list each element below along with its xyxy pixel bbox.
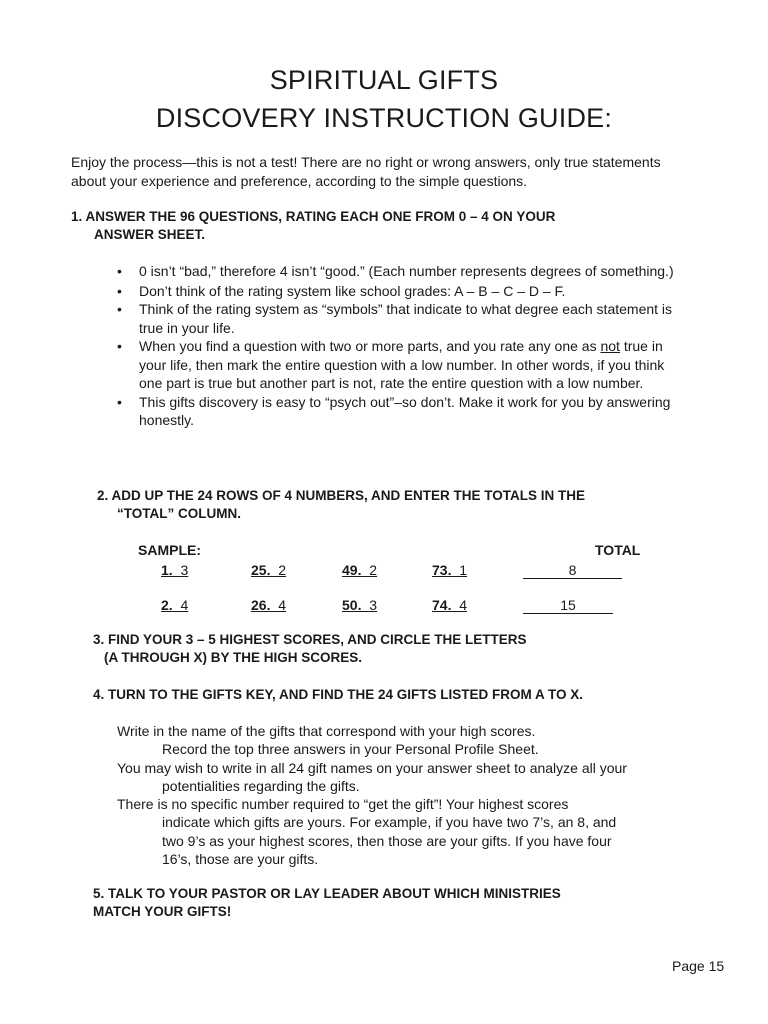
step4-heading: 4. TURN TO THE GIFTS KEY, AND FIND THE 24 GIFTS LISTED FROM A TO X. bbox=[93, 687, 584, 702]
list-item-text: This gifts discovery is easy to “psych out”–so don’t. Make it work for you by answering honestly. bbox=[139, 393, 671, 428]
bullet-icon: • bbox=[117, 301, 122, 317]
step3-heading bbox=[93, 631, 527, 667]
step4-line: Record the top three answers in your Personal Profile Sheet. bbox=[162, 741, 539, 758]
sample-cell bbox=[342, 561, 377, 579]
list-item-text bbox=[139, 338, 664, 391]
list-item bbox=[117, 262, 687, 281]
rating-value: 4 bbox=[278, 597, 287, 613]
sample-cell bbox=[342, 596, 377, 614]
sample-cell bbox=[432, 596, 467, 614]
rating-value: 4 bbox=[180, 597, 189, 613]
rating-value: 2 bbox=[278, 562, 287, 578]
sample-cell bbox=[432, 561, 467, 579]
step4-line: There is no specific number required to “get the gift”! Your highest scores bbox=[117, 796, 569, 813]
list-item bbox=[117, 300, 687, 337]
step1-heading bbox=[71, 208, 555, 244]
bullet-icon: • bbox=[117, 393, 122, 410]
question-number: 25. bbox=[251, 562, 271, 578]
rating-value: 1 bbox=[459, 562, 468, 578]
list-item-text-part: true in your life, then mark the entire question with a low number. In other words, if you think one part is true but another part is not, rate the entire question with a low number. bbox=[139, 338, 665, 391]
step3-heading-line2: (A THROUGH X) BY THE HIGH SCORES. bbox=[104, 650, 363, 665]
sample-total: 15 bbox=[523, 597, 613, 614]
rating-value: 3 bbox=[180, 562, 189, 578]
total-column-label: TOTAL bbox=[595, 542, 641, 558]
rating-value: 3 bbox=[369, 597, 378, 613]
step2-heading-line1: 2. ADD UP THE 24 ROWS OF 4 NUMBERS, AND ENTER THE TOTALS IN THE bbox=[97, 488, 586, 503]
step1-heading-line2: ANSWER SHEET. bbox=[94, 227, 206, 242]
question-number: 73. bbox=[432, 562, 452, 578]
question-number: 49. bbox=[342, 562, 362, 578]
step4-line: potentialities regarding the gifts. bbox=[162, 777, 360, 794]
rating-value: 2 bbox=[369, 562, 378, 578]
list-item bbox=[117, 337, 687, 393]
list-item-text: Think of the rating system as “symbols” that indicate to what degree each statement is true in your life. bbox=[139, 301, 673, 336]
bullet-icon: • bbox=[117, 338, 122, 354]
step5-heading bbox=[93, 885, 561, 921]
bullet-icon: • bbox=[117, 282, 122, 299]
list-item-text: Don’t think of the rating system like school grades: A – B – C – D – F. bbox=[139, 282, 566, 299]
bullet-icon: • bbox=[117, 263, 122, 279]
page-title-line2: DISCOVERY INSTRUCTION GUIDE: bbox=[155, 103, 613, 133]
sample-cell bbox=[251, 596, 286, 614]
list-item bbox=[117, 393, 687, 430]
page-title-line1: SPIRITUAL GIFTS bbox=[269, 65, 499, 95]
step5-heading-line1: 5. TALK TO YOUR PASTOR OR LAY LEADER ABOUT WHICH MINISTRIES bbox=[93, 886, 561, 901]
rating-guidelines-list bbox=[117, 262, 687, 430]
step2-heading bbox=[97, 487, 585, 523]
question-number: 74. bbox=[432, 597, 452, 613]
list-item-text-part: When you find a question with two or more parts, and you rate any one as bbox=[139, 338, 601, 354]
question-number: 1. bbox=[161, 562, 173, 578]
sample-cell bbox=[161, 561, 188, 579]
step1-heading-line1: 1. ANSWER THE 96 QUESTIONS, RATING EACH ONE FROM 0 – 4 ON YOUR bbox=[71, 209, 556, 224]
question-number: 2. bbox=[161, 597, 173, 613]
step3-heading-line1: 3. FIND YOUR 3 – 5 HIGHEST SCORES, AND CIRCLE THE LETTERS bbox=[93, 632, 527, 647]
list-item bbox=[117, 282, 687, 301]
question-number: 26. bbox=[251, 597, 271, 613]
underlined-word: not bbox=[600, 338, 620, 354]
question-number: 50. bbox=[342, 597, 362, 613]
step4-line: 16’s, those are your gifts. bbox=[162, 851, 319, 868]
sample-label: SAMPLE: bbox=[138, 542, 201, 558]
sample-cell bbox=[161, 596, 188, 614]
rating-value: 4 bbox=[459, 597, 468, 613]
step4-line: indicate which gifts are yours. For example, if you have two 7’s, an 8, and bbox=[162, 814, 617, 831]
step2-heading-line2: “TOTAL” COLUMN. bbox=[117, 506, 241, 521]
page-number: Page 15 bbox=[672, 958, 725, 974]
sample-cell bbox=[251, 561, 286, 579]
step4-body bbox=[117, 722, 697, 868]
list-item-text: 0 isn’t “bad,” therefore 4 isn’t “good.” (Each number represents degrees of something.) bbox=[139, 263, 674, 279]
sample-total: 8 bbox=[523, 562, 622, 579]
intro-paragraph: Enjoy the process—this is not a test! There are no right or wrong answers, only true statements about your experience and preference, according to the simple questions. bbox=[71, 154, 661, 189]
step4-line: Write in the name of the gifts that correspond with your high scores. bbox=[117, 723, 536, 739]
step5-heading-line2: MATCH YOUR GIFTS! bbox=[93, 904, 232, 919]
step4-line: You may wish to write in all 24 gift names on your answer sheet to analyze all your bbox=[117, 759, 627, 776]
step4-line: two 9’s as your highest scores, then those are your gifts. If you have four bbox=[162, 832, 612, 849]
